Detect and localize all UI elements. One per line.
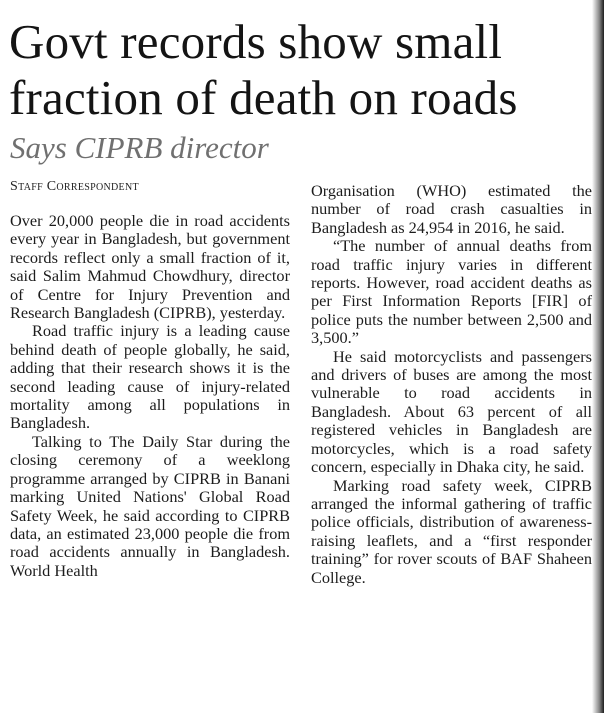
headline-line-1: Govt records show small xyxy=(9,14,503,69)
paragraph: Over 20,000 people die in road accidents every year in Bangladesh, but government records reflect only a small fraction of it, said Salim Mahmud Chowdhury, director of Centre for Injury Prevention and Research Bangladesh (CIPRB), yesterday. xyxy=(10,211,290,323)
byline: Staff Correspondent xyxy=(10,179,139,194)
paragraph: Marking road safety week, CIPRB arranged the informal gathering of traffic police officials, distribution of awareness-raising leaflets, and a “first responder training” for rover scouts of BAF Shaheen College. xyxy=(311,475,592,587)
paragraph: He said motorcyclists and passengers and drivers of buses are among the most vulnerable to road accidents in Bangladesh. About 63 percent of all registered vehicles in Bangladesh are motorcycles, which is a road safety concern, especially in Dhaka city, he said. xyxy=(311,346,592,477)
headline-line-2: fraction of death on roads xyxy=(9,70,518,125)
paragraph: “The number of annual deaths from road traffic injury varies in different reports. However, road accident deaths as per First Information Reports [FIR] of police puts the number between 2,500 and 3,500.” xyxy=(311,236,592,348)
headline xyxy=(9,14,599,126)
article-column-left xyxy=(10,212,290,580)
paragraph: Road traffic injury is a leading cause behind death of people globally, he said, adding that their research shows it is the second leading cause of injury-related mortality among all populations in Bangladesh. xyxy=(10,321,290,433)
subheadline: Says CIPRB director xyxy=(10,130,269,165)
page-edge-shadow xyxy=(592,0,604,713)
paragraph-continued: Organisation (WHO) estimated the number of road crash casualties in Bangladesh as 24,954 in 2016, he said. xyxy=(311,181,592,237)
paragraph: Talking to The Daily Star during the closing ceremony of a weeklong programme arranged by CIPRB in Banani marking United Nations' Global Road Safety Week, he said according to CIPRB data, an estimated 23,000 people die from road accidents annually in Bangladesh. World Health xyxy=(10,431,290,580)
article-column-right xyxy=(311,182,592,587)
